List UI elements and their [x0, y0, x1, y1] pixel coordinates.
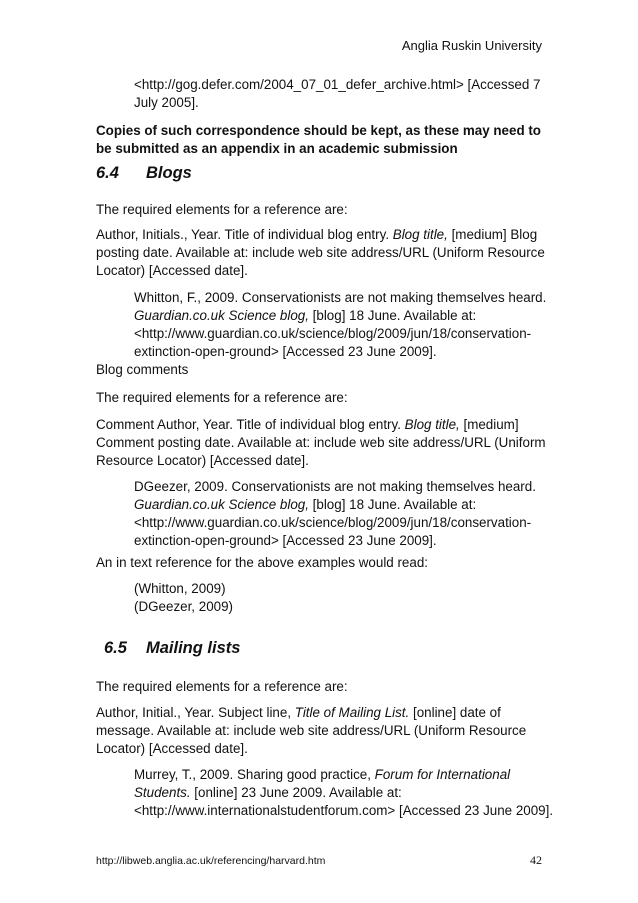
blog-comments-intro: The required elements for a reference are: [96, 390, 348, 405]
mailing-example: Murrey, T., 2009. Sharing good practice, Forum for International Students. [online] 23 June 2009. Available at: <http://www.internationalstudentforum.com> [Accessed 23 June 2009]. [134, 767, 554, 818]
blogs-intro: The required elements for a reference are: [96, 202, 348, 217]
correspondence-note: Copies of such correspondence should be kept, as these may need to be submitted as an appendix in an academic submission [96, 123, 541, 156]
blogs-reference-format: Author, Initials., Year. Title of individual blog entry. Blog title, [medium] Blog posting date. Available at: include web site address/URL (Uniform Resource Locator) [Accessed date]. [96, 227, 545, 278]
blog-comments-heading: Blog comments [96, 362, 189, 377]
blog-comments-reference-format: Comment Author, Year. Title of individual blog entry. Blog title, [medium] Comment posting date. Available at: include web site address/URL (Uniform Resource Locator) [Accessed date]. [96, 417, 546, 468]
mailing-intro: The required elements for a reference are: [96, 679, 348, 694]
section-heading-mailing-lists [104, 639, 240, 658]
blog-comments-example: DGeezer, 2009. Conservationists are not making themselves heard. Guardian.co.uk Science blog, [blog] 18 June. Available at: <http://www.guardian.co.uk/science/blog/2009/jun/18/conservation- extinction-open-ground> [Accessed 23 June 2009]. [134, 479, 536, 548]
blogs-example: Whitton, F., 2009. Conservationists are not making themselves heard. Guardian.co.uk Science blog, [blog] 18 June. Available at: <http://www.guardian.co.uk/science/blog/2009/jun/18/conservation- extinction-open-ground> [Accessed 23 June 2009]. [134, 290, 547, 359]
footer-url: http://libweb.anglia.ac.uk/referencing/harvard.htm [96, 855, 326, 867]
section-title: Blogs [146, 164, 192, 182]
page-number: 42 [530, 853, 542, 867]
section-title: Mailing lists [146, 639, 241, 657]
archive-url-reference: <http://gog.defer.com/2004_07_01_defer_archive.html> [Accessed 7 July 2005]. [134, 77, 541, 110]
in-text-intro: An in text reference for the above examples would read: [96, 555, 428, 570]
in-text-examples: (Whitton, 2009) (DGeezer, 2009) [134, 581, 233, 614]
section-heading-blogs [96, 164, 192, 183]
mailing-reference-format: Author, Initial., Year. Subject line, Title of Mailing List. [online] date of message. Available at: include web site address/URL (Uniform Resource Locator) [Accessed date]. [96, 705, 527, 756]
section-number: 6.4 [96, 164, 119, 182]
section-number: 6.5 [104, 639, 127, 657]
page-header: Anglia Ruskin University [401, 38, 542, 53]
